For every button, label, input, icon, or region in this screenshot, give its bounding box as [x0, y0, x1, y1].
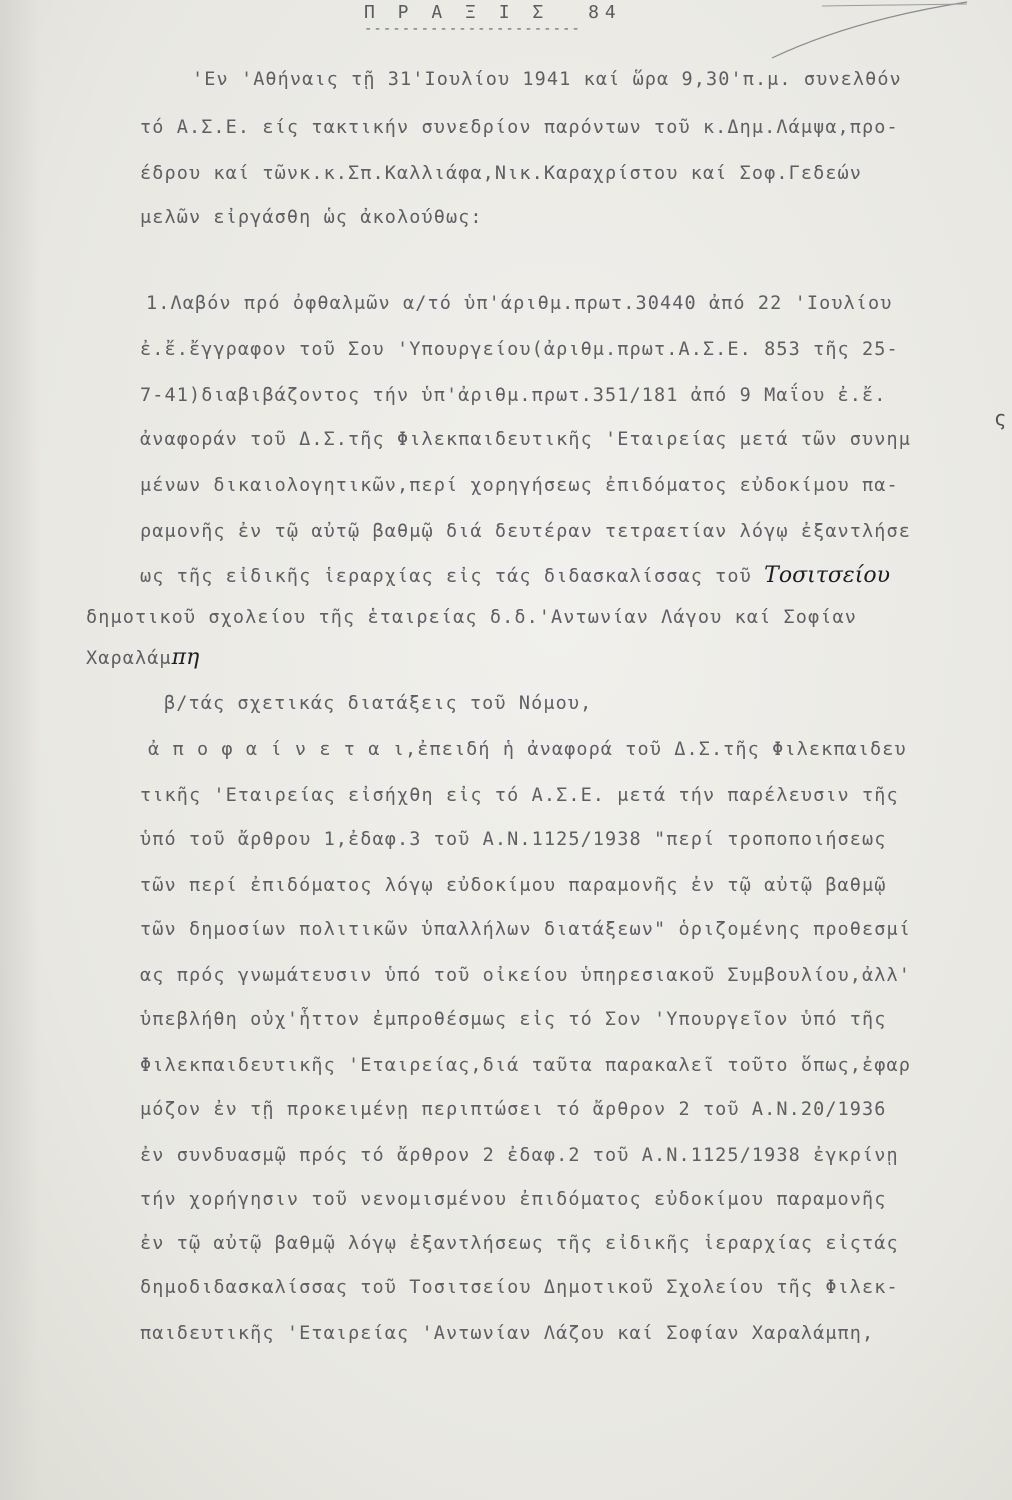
text-line: δημοδιδασκαλίσσας τοῦ Τοσιτσείου Δημοτικοῦ Σχολείου τῆς Φιλεκ- — [140, 1277, 899, 1298]
text-line: ὑπεβλήθη οὐχ'ἧττον ἐμπροθέσμως εἰς τό Σον 'Υπουργεῖον ὑπό τῆς — [140, 1009, 887, 1030]
page-number: 84 — [588, 2, 622, 23]
text-line: τήν χορήγησιν τοῦ νενομισμένου ἐπιδόματος εὐδοκίμου παραμονῆς — [140, 1189, 887, 1210]
scan-margin-shadow — [0, 0, 40, 1500]
text-line: ἐν τῷ αὐτῷ βαθμῷ λόγῳ ἐξαντλήσεως τῆς εἰδικῆς ἱεραρχίας εἰςτάς — [140, 1233, 899, 1254]
page-header — [364, 2, 654, 37]
text-line: τῶν δημοσίων πολιτικῶν ὑπαλλήλων διατάξεων" ὁριζομένης προθεσμί — [140, 919, 911, 940]
text-line-start: Χαραλάμ — [86, 648, 172, 669]
text-line: ἐ.ἔ.ἔγγραφον τοῦ Σου 'Υπουργείου(ἀριθμ.πρωτ.Α.Σ.Ε. 853 τῆς 25- — [140, 339, 899, 360]
text-line — [140, 562, 1000, 591]
text-line: μελῶν εἰργάσθη ὡς ἀκολούθως: — [140, 207, 483, 228]
text-line: ας πρός γνωμάτευσιν ὑπό τοῦ οἰκείου ὑπηρεσιακοῦ Συμβουλίου,ἀλλ' — [140, 965, 911, 986]
text-line: ἐν συνδυασμῷ πρός τό ἄρθρον 2 ἐδαφ.2 τοῦ Α.Ν.1125/1938 ἐγκρίνῃ — [140, 1145, 899, 1166]
text-line: ραμονῆς ἐν τῷ αὐτῷ βαθμῷ διά δευτέραν τετραετίαν λόγῳ ἐξαντλήσε — [140, 521, 911, 542]
text-line: έδρου καί τῶνκ.κ.Σπ.Καλλιάφα,Νικ.Καραχρίστου καί Σοφ.Γεδεών — [140, 163, 863, 184]
text-line — [86, 644, 946, 673]
text-line: τῶν περί ἐπιδόματος λόγῳ εὐδοκίμου παραμονῆς ἐν τῷ αὐτῷ βαθμῷ — [140, 875, 887, 896]
text-line: Φιλεκπαιδευτικῆς 'Εταιρείας,διά ταῦτα παρακαλεῖ τοῦτο ὅπως,ἐφαρ — [140, 1055, 911, 1076]
text-line: παιδευτικῆς 'Εταιρείας 'Αντωνίαν Λάζου καί Σοφίαν Χαραλάμπη, — [140, 1323, 875, 1344]
text-line-start: ως τῆς εἰδικῆς ἱεραρχίας εἰς τάς διδασκαλίσσας τοῦ — [140, 566, 752, 587]
text-line: 1.Λαβόν πρό ὀφθαλμῶν α/τό ὑπ'άριθμ.πρωτ.30440 ἀπό 22 'Ιουλίου — [146, 293, 893, 314]
header-title: Π Ρ Α Ξ Ι Σ — [364, 2, 550, 23]
text-line: μόζον ἐν τῇ προκειμένῃ περιπτώσει τό ἄρθρον 2 τοῦ Α.Ν.20/1936 — [140, 1099, 887, 1120]
pencil-stroke — [762, 0, 972, 60]
text-line: 7-41)διαβιβάζοντος τήν ὑπ'ἀριθμ.πρωτ.351/181 ἀπό 9 Μαΐου ἐ.ἔ. — [140, 385, 887, 406]
text-line: ἀναφοράν τοῦ Δ.Σ.τῆς Φιλεκπαιδευτικῆς 'Εταιρείας μετά τῶν συνημ — [140, 429, 911, 450]
text-line: δημοτικοῦ σχολείου τῆς ἑταιρείας δ.δ.'Αντωνίαν Λάγου καί Σοφίαν — [86, 607, 857, 628]
text-line: ὑπό τοῦ ἄρθρου 1,ἐδαφ.3 τοῦ Α.Ν.1125/1938 "περί τροποποιήσεως — [140, 829, 887, 850]
text-line: β/τάς σχετικάς διατάξεις τοῦ Νόμου, — [164, 693, 593, 714]
text-line: 'Εν 'Αθήναις τῇ 31'Ιουλίου 1941 καί ὥρα 9,30'π.μ. συνελθόν — [192, 69, 902, 90]
handwritten-correction: πη — [171, 645, 200, 670]
text-line: ἀ π ο φ α ί ν ε τ α ι,ἐπειδή ἡ ἀναφορά τοῦ Δ.Σ.τῆς Φιλεκπαιδευ — [148, 739, 907, 760]
text-line: μένων δικαιολογητικῶν,περί χορηγήσεως ἐπιδόματος εὐδοκίμου πα- — [140, 475, 899, 496]
margin-bracket: ς — [994, 406, 1007, 430]
handwritten-school-name: Τοσιτσείου — [764, 563, 890, 588]
header-rule: ----------------------- — [364, 21, 581, 37]
text-line: τικῆς 'Εταιρείας εἰσήχθη εἰς τό Α.Σ.Ε. μετά τήν παρέλευσιν τῆς — [140, 785, 899, 806]
text-line: τό Α.Σ.Ε. είς τακτικήν συνεδρίον παρόντων τοῦ κ.Δημ.Λάμψα,προ- — [140, 117, 899, 138]
